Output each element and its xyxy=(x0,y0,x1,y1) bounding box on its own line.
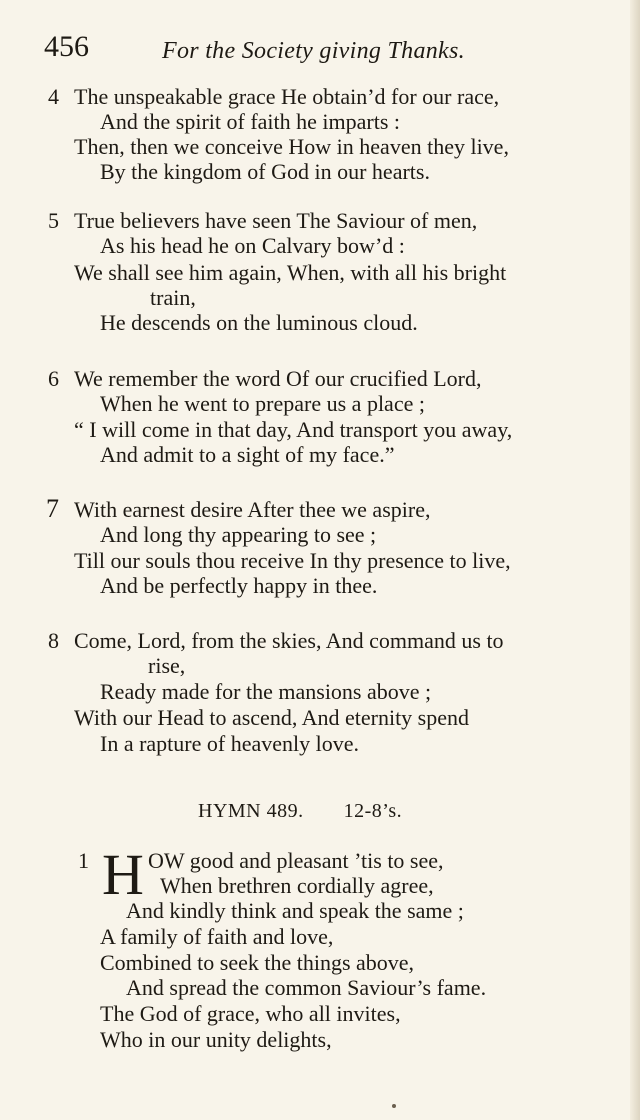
stanza-number: 6 xyxy=(48,366,59,391)
verse-line: We shall see him again, When, with all his bright xyxy=(74,260,507,285)
hymn-number: HYMN 489. xyxy=(198,800,304,822)
verse-line: As his head he on Calvary bow’d : xyxy=(100,233,405,258)
verse-line: train, xyxy=(150,285,196,310)
verse-line: Then, then we conceive How in heaven they live, xyxy=(74,134,509,159)
stanza-number: 7 xyxy=(46,494,59,523)
verse-line: Till our souls thou receive In thy presence to live, xyxy=(74,548,511,573)
verse-line: The unspeakable grace He obtain’d for our race, xyxy=(74,84,500,109)
verse-line: And spread the common Saviour’s fame. xyxy=(126,975,487,1000)
stanza-number: 4 xyxy=(48,84,59,109)
verse-line: OW good and pleasant ’tis to see, xyxy=(148,848,444,873)
ink-speck xyxy=(392,1104,396,1108)
verse-line: He descends on the luminous cloud. xyxy=(100,310,418,335)
verse-line: With earnest desire After thee we aspire, xyxy=(74,497,431,522)
verse-line: We remember the word Of our crucified Lord, xyxy=(74,366,482,391)
stanza-number: 1 xyxy=(78,848,89,873)
verse-line: And the spirit of faith he imparts : xyxy=(100,109,400,134)
stanza-number: 5 xyxy=(48,208,59,233)
verse-line: “ I will come in that day, And transport you away, xyxy=(74,417,513,442)
verse-line: rise, xyxy=(148,653,186,678)
verse-line: When he went to prepare us a place ; xyxy=(100,391,425,416)
stanza-number: 8 xyxy=(48,628,59,653)
verse-line: Who in our unity delights, xyxy=(100,1027,332,1052)
verse-line: The God of grace, who all invites, xyxy=(100,1001,401,1026)
drop-cap: H xyxy=(102,842,144,907)
verse-line: And long thy appearing to see ; xyxy=(100,522,377,547)
verse-line: And be perfectly happy in thee. xyxy=(100,573,378,598)
hymn-meter: 12-8’s. xyxy=(343,800,403,822)
verse-line: Combined to seek the things above, xyxy=(100,950,415,975)
verse-line: A family of faith and love, xyxy=(100,924,334,949)
verse-line: When brethren cordially agree, xyxy=(160,873,434,898)
verse-line: In a rapture of heavenly love. xyxy=(100,731,359,756)
running-title: For the Society giving Thanks. xyxy=(162,38,465,64)
verse-line: And admit to a sight of my face.” xyxy=(100,442,395,467)
verse-line: By the kingdom of God in our hearts. xyxy=(100,159,430,184)
verse-line: And kindly think and speak the same ; xyxy=(126,898,464,923)
verse-line: With our Head to ascend, And eternity spend xyxy=(74,705,470,730)
hymn-title xyxy=(198,800,402,823)
verse-line: Ready made for the mansions above ; xyxy=(100,679,432,704)
page-header xyxy=(44,30,604,70)
verse-line: True believers have seen The Saviour of men, xyxy=(74,208,478,233)
verse-line: Come, Lord, from the skies, And command us to xyxy=(74,628,504,653)
page-number: 456 xyxy=(44,30,89,63)
page-edge xyxy=(630,0,640,1120)
